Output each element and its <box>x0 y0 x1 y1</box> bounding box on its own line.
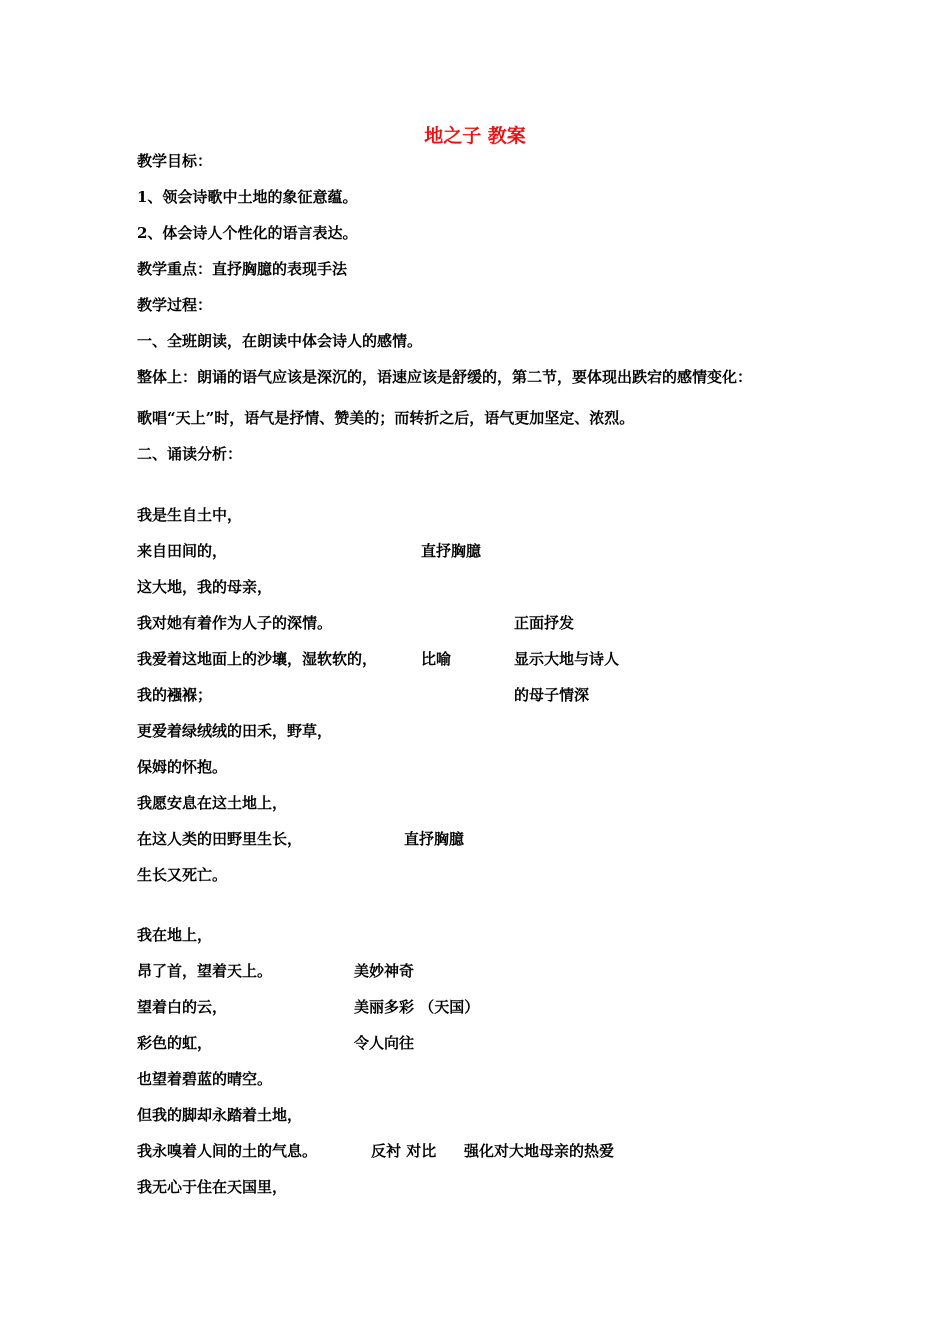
process-heading: 教学过程： <box>137 296 213 314</box>
poem-line: 我永嗅着人间的土的气息。 <box>137 1142 318 1160</box>
poem-line: 我是生自土中， <box>137 506 243 524</box>
overall-line-2: 歌唱“天上”时，语气是抒情、赞美的；而转折之后，语气更加坚定、浓烈。 <box>137 409 635 427</box>
poem-line: 我无心于住在天国里， <box>137 1178 288 1196</box>
annotation-contrast: 反衬 对比 <box>371 1142 437 1160</box>
poem-line: 我愿安息在这土地上， <box>137 794 288 812</box>
step-one: 一、全班朗读，在朗读中体会诗人的感情。 <box>137 332 423 350</box>
annotation-strengthen: 强化对大地母亲的热爱 <box>464 1142 615 1160</box>
annotation-show: 显示大地与诗人 <box>514 650 620 668</box>
poem-line: 更爱着绿绒绒的田禾，野草， <box>137 722 333 740</box>
objective-item: 2、体会诗人个性化的语言表达。 <box>137 224 358 242</box>
poem-line: 也望着碧蓝的晴空。 <box>137 1070 273 1088</box>
poem-line: 昂了首，望着天上。 <box>137 962 273 980</box>
poem-line: 但我的脚却永踏着土地， <box>137 1106 303 1124</box>
poem-line: 望着白的云， <box>137 998 228 1016</box>
poem-line: 这大地，我的母亲， <box>137 578 273 596</box>
poem-line: 生长又死亡。 <box>137 866 228 884</box>
poem-line: 保姆的怀抱。 <box>137 758 228 776</box>
step-two: 二、诵读分析： <box>137 445 243 463</box>
key-point: 教学重点：直抒胸臆的表现手法 <box>137 260 348 278</box>
poem-line: 在这人类的田野里生长， <box>137 830 303 848</box>
annotation-direct-expression: 直抒胸臆 <box>404 830 465 848</box>
annotation-show-continued: 的母子情深 <box>514 686 590 704</box>
poem-line: 来自田间的， <box>137 542 228 560</box>
annotation-metaphor: 比喻 <box>421 650 452 668</box>
poem-line: 彩色的虹， <box>137 1034 213 1052</box>
annotation-yearn: 令人向往 <box>354 1034 415 1052</box>
poem-line: 我在地上， <box>137 926 213 944</box>
annotation-colorful: 美丽多彩 （天国） <box>354 998 480 1016</box>
objectives-heading: 教学目标： <box>137 152 213 170</box>
overall-line-1: 整体上：朗诵的语气应该是深沉的，语速应该是舒缓的，第二节，要体现出跌宕的感情变化： <box>137 368 753 386</box>
annotation-wonder: 美妙神奇 <box>354 962 415 980</box>
poem-line: 我的襁褓； <box>137 686 213 704</box>
poem-line: 我对她有着作为人子的深情。 <box>137 614 333 632</box>
objective-item: 1、领会诗歌中土地的象征意蕴。 <box>137 188 358 206</box>
poem-line: 我爱着这地面上的沙壤，湿软软的， <box>137 650 378 668</box>
annotation-direct-expression: 直抒胸臆 <box>421 542 482 560</box>
page-title: 地之子 教案 <box>424 125 526 147</box>
annotation-positive: 正面抒发 <box>514 614 575 632</box>
